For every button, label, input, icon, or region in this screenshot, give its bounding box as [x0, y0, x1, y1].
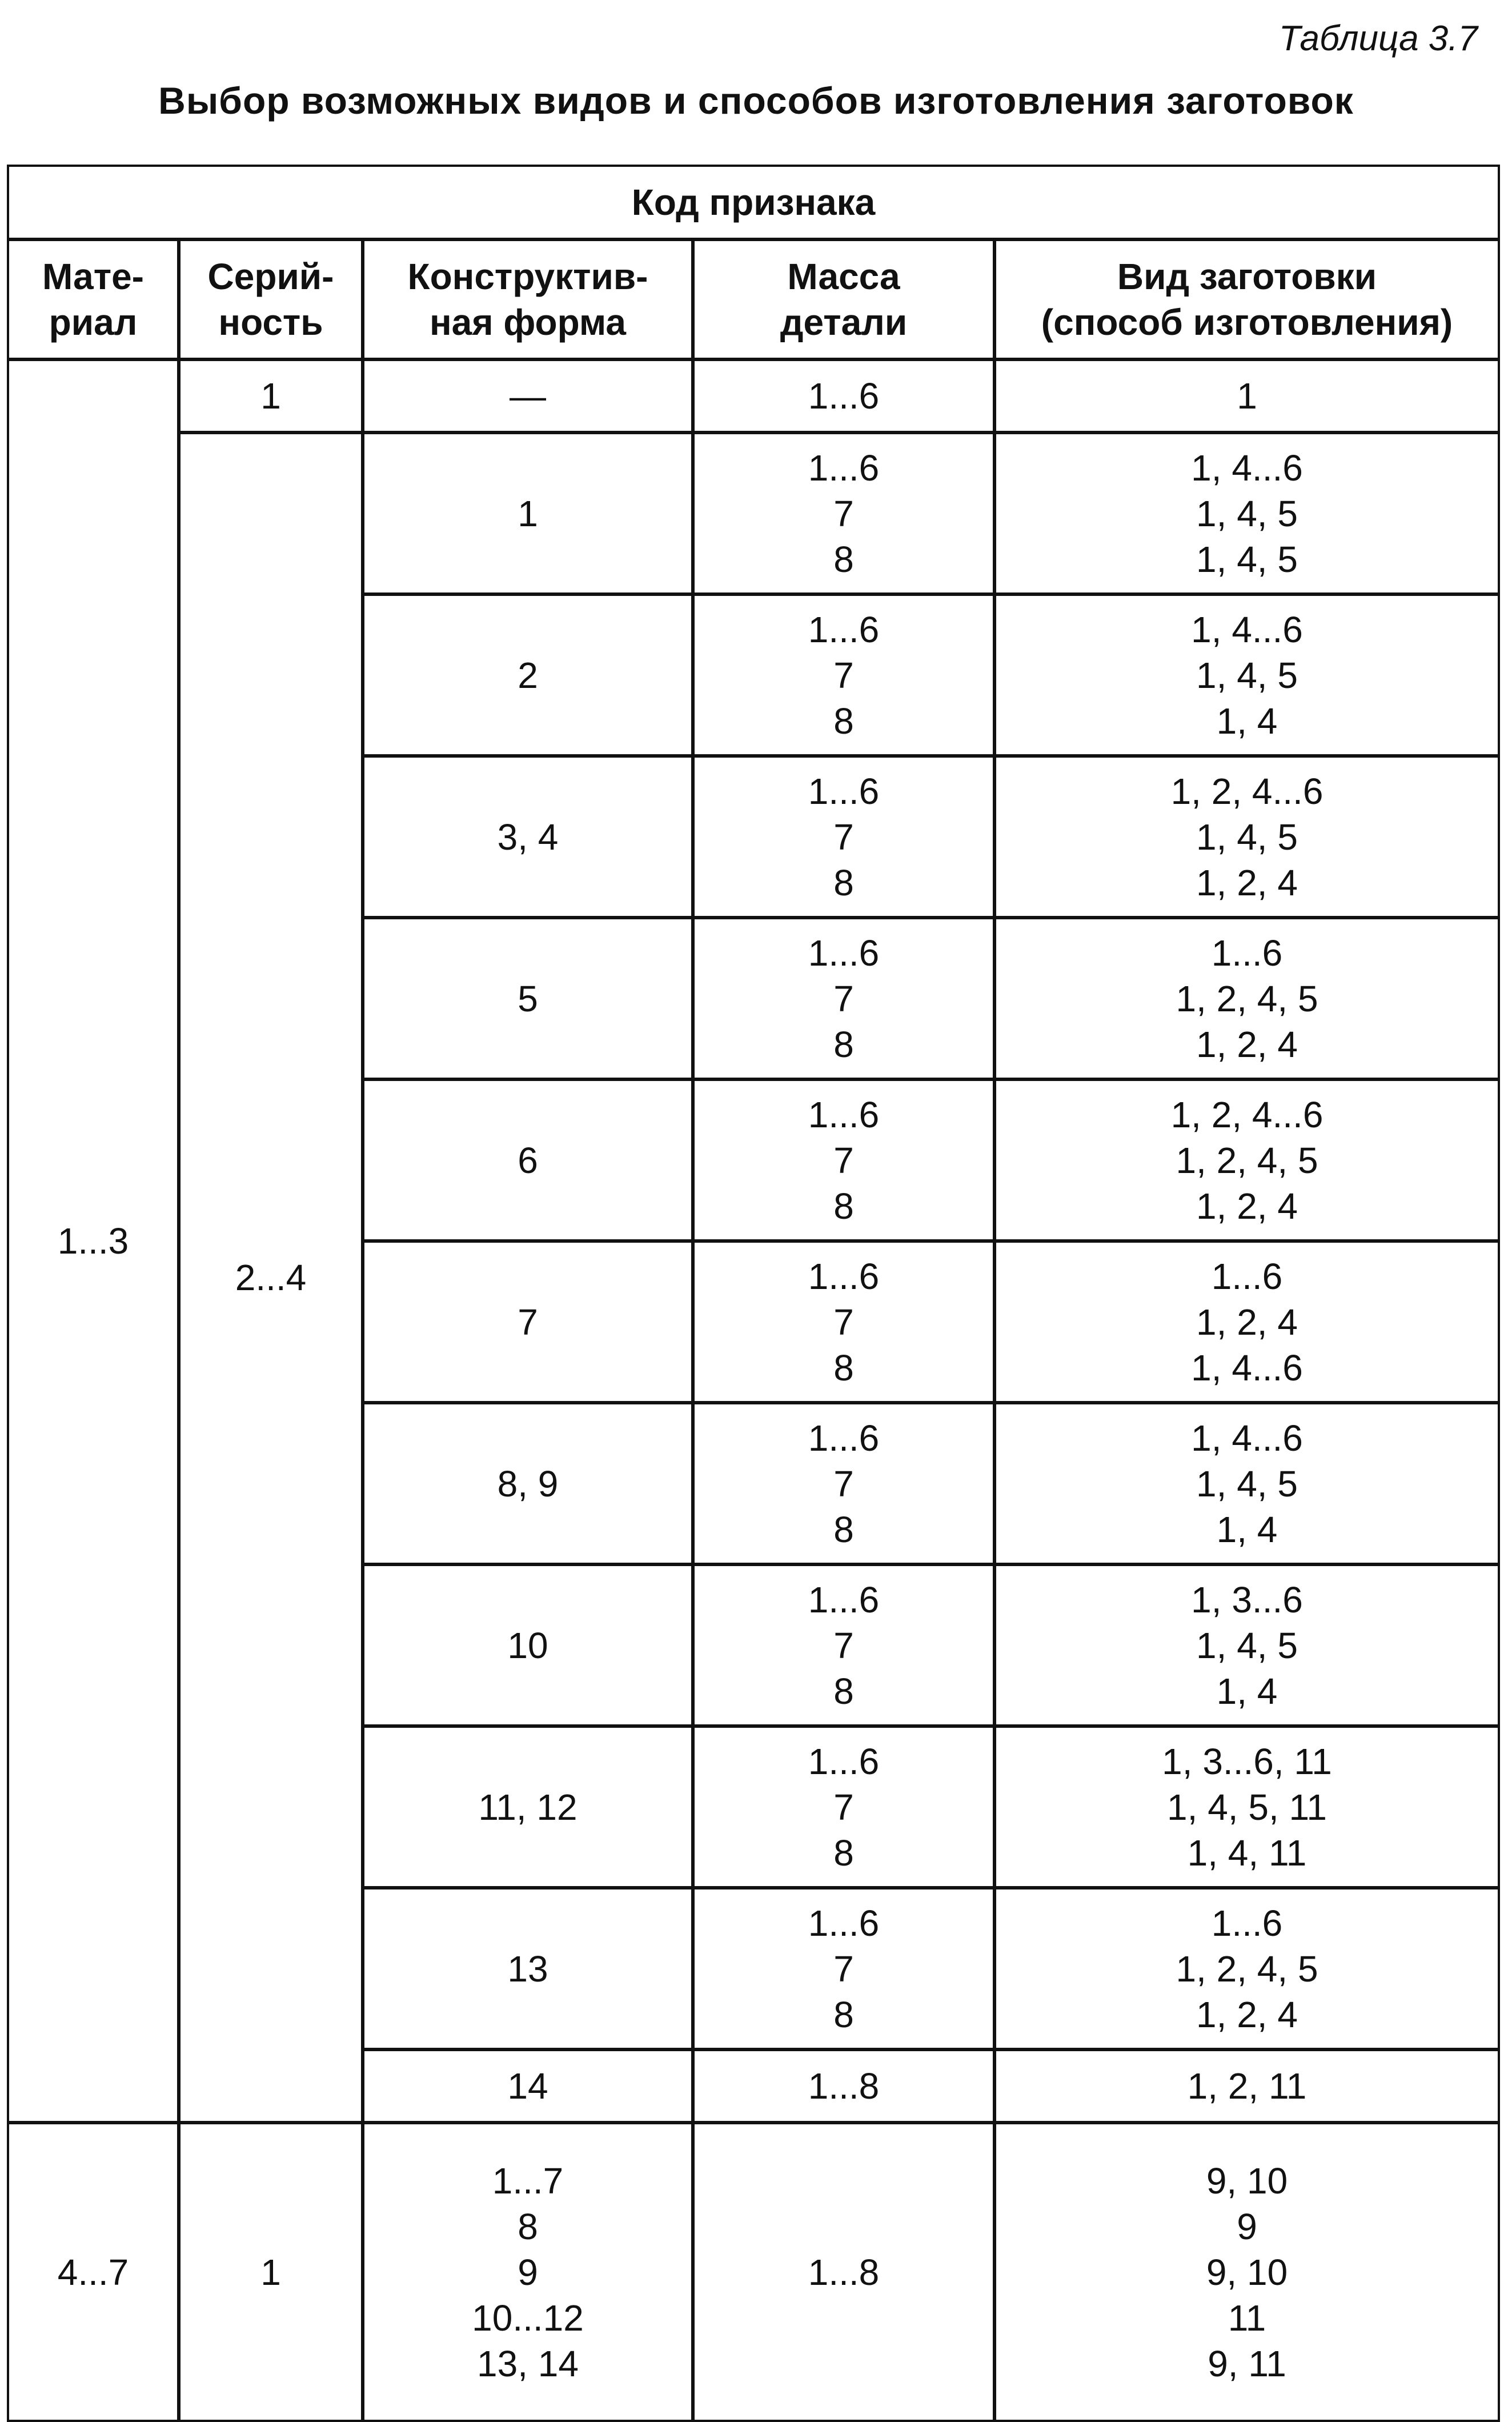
- mass-cell-line: 1...6: [808, 1902, 880, 1944]
- column-header: [178, 239, 363, 360]
- form-cell: [362, 755, 693, 918]
- column-header: [994, 239, 1500, 360]
- form-cell: [362, 2122, 693, 2422]
- blank-type-cell-line: 1, 4, 5: [1196, 1624, 1298, 1666]
- blank-type-cell-line: 1...6: [1211, 1255, 1283, 1297]
- blank-type-cell-line: 1, 2, 4, 5: [1176, 978, 1318, 1019]
- blank-type-cell-line: 1, 2, 4: [1196, 862, 1298, 903]
- form-cell-line: 9: [518, 2251, 538, 2293]
- header-group-label: Код признака: [631, 182, 876, 223]
- blank-type-cell: [994, 1402, 1500, 1565]
- form-cell: [362, 1240, 693, 1403]
- column-header-line: ность: [218, 302, 323, 343]
- blank-type-cell-line: 1, 3...6: [1191, 1579, 1303, 1620]
- series-cell: [178, 432, 363, 2123]
- column-header-line: Масса: [787, 256, 900, 297]
- column-header-line: Серий-: [207, 256, 334, 297]
- table-title: Выбор возможных видов и способов изготовления заготовок: [158, 79, 1354, 122]
- form-cell-line: 3, 4: [497, 816, 559, 858]
- blank-type-cell-line: 1, 4...6: [1191, 447, 1303, 489]
- mass-cell-line: 8: [833, 1832, 854, 1873]
- mass-cell-line: 8: [833, 1023, 854, 1065]
- blank-type-cell: [994, 917, 1500, 1080]
- table-number: Таблица 3.7: [1279, 19, 1478, 58]
- blank-type-cell-line: 1, 4, 5: [1196, 1463, 1298, 1504]
- blank-type-cell-line: 1, 2, 4...6: [1170, 1094, 1323, 1135]
- mass-cell-line: 8: [833, 1347, 854, 1388]
- blank-type-cell-line: 1, 4: [1216, 700, 1278, 742]
- mass-cell: [692, 1079, 995, 1242]
- column-header-line: Вид заготовки: [1117, 256, 1377, 297]
- mass-cell-line: 7: [833, 493, 854, 534]
- mass-cell: [692, 2049, 995, 2123]
- form-cell: [362, 594, 693, 756]
- mass-cell-line: 7: [833, 1786, 854, 1828]
- mass-cell-line: 7: [833, 1139, 854, 1181]
- blank-type-cell-line: 1...6: [1211, 1902, 1283, 1944]
- blank-type-cell-line: 1, 4, 5, 11: [1167, 1786, 1327, 1828]
- series-cell: [178, 2122, 363, 2422]
- form-cell-line: 8, 9: [497, 1463, 559, 1504]
- form-cell-line: 13, 14: [477, 2343, 579, 2384]
- form-cell-line: 13: [507, 1948, 548, 1989]
- blank-type-cell-line: 1, 3...6, 11: [1162, 1740, 1332, 1782]
- mass-cell-line: 7: [833, 1624, 854, 1666]
- blank-type-cell: [994, 1564, 1500, 1727]
- mass-cell: [692, 1240, 995, 1403]
- mass-cell: [692, 917, 995, 1080]
- mass-cell-line: 1...8: [808, 2251, 880, 2293]
- mass-cell: [692, 1726, 995, 1888]
- mass-cell-line: 1...6: [808, 770, 880, 812]
- form-cell-line: 10: [507, 1624, 548, 1666]
- column-header-line: ная форма: [430, 302, 626, 343]
- form-cell: [362, 359, 693, 433]
- form-cell-line: 7: [518, 1301, 538, 1343]
- blank-type-cell-line: 1, 4, 5: [1196, 538, 1298, 580]
- blank-type-cell: [994, 432, 1500, 595]
- blank-type-cell: [994, 1240, 1500, 1403]
- blank-type-cell-line: 11: [1228, 2297, 1266, 2339]
- form-cell: [362, 1564, 693, 1727]
- series-cell-line: 2...4: [235, 1257, 307, 1298]
- form-cell-line: —: [510, 375, 546, 417]
- mass-cell-line: 1...6: [808, 375, 880, 417]
- blank-type-cell-line: 1, 2, 4, 5: [1176, 1139, 1318, 1181]
- blank-type-cell-line: 9, 10: [1206, 2160, 1288, 2201]
- mass-cell-line: 8: [833, 538, 854, 580]
- mass-cell-line: 1...6: [808, 1255, 880, 1297]
- mass-cell-line: 1...6: [808, 932, 880, 974]
- mass-cell: [692, 1402, 995, 1565]
- mass-cell-line: 7: [833, 1463, 854, 1504]
- blank-type-cell-line: 1: [1237, 375, 1257, 417]
- blank-type-cell-line: 1, 2, 4...6: [1170, 770, 1323, 812]
- mass-cell: [692, 1564, 995, 1727]
- blank-type-cell: [994, 1726, 1500, 1888]
- mass-cell-line: 1...6: [808, 608, 880, 650]
- mass-cell-line: 7: [833, 1948, 854, 1989]
- series-cell-line: 1: [260, 375, 281, 417]
- data-table: [8, 166, 1500, 2405]
- mass-cell-line: 1...6: [808, 447, 880, 489]
- column-header: [362, 239, 693, 360]
- blank-type-cell-line: 9, 10: [1206, 2251, 1288, 2293]
- column-header-line: (способ изготовления): [1041, 302, 1453, 343]
- mass-cell-line: 7: [833, 978, 854, 1019]
- form-cell-line: 14: [507, 2065, 548, 2107]
- mass-cell-line: 7: [833, 816, 854, 858]
- form-cell: [362, 432, 693, 595]
- mass-cell: [692, 359, 995, 433]
- mass-cell-line: 1...6: [808, 1417, 880, 1459]
- mass-cell-line: 8: [833, 862, 854, 903]
- blank-type-cell-line: 9, 11: [1208, 2343, 1286, 2384]
- mass-cell-line: 8: [833, 1508, 854, 1550]
- blank-type-cell-line: 1, 4: [1216, 1508, 1278, 1550]
- mass-cell: [692, 594, 995, 756]
- series-cell: [178, 359, 363, 433]
- material-cell: [7, 359, 179, 2123]
- blank-type-cell-line: 1, 4...6: [1191, 608, 1303, 650]
- column-header-line: Конструктив-: [407, 256, 648, 297]
- form-cell-line: 1...7: [492, 2160, 564, 2201]
- blank-type-cell-line: 1, 2, 4: [1196, 1023, 1298, 1065]
- header-group-cell: [7, 165, 1500, 240]
- form-cell-line: 2: [518, 654, 538, 696]
- blank-type-cell-line: 1...6: [1211, 932, 1283, 974]
- mass-cell-line: 8: [833, 1993, 854, 2035]
- mass-cell-line: 1...6: [808, 1579, 880, 1620]
- blank-type-cell-line: 9: [1237, 2205, 1257, 2247]
- blank-type-cell: [994, 1079, 1500, 1242]
- form-cell-line: 5: [518, 978, 538, 1019]
- mass-cell: [692, 755, 995, 918]
- blank-type-cell-line: 1, 2, 4: [1196, 1993, 1298, 2035]
- column-header-line: детали: [780, 302, 908, 343]
- form-cell-line: 8: [518, 2205, 538, 2247]
- blank-type-cell: [994, 2049, 1500, 2123]
- blank-type-cell-line: 1, 2, 4: [1196, 1185, 1298, 1227]
- blank-type-cell-line: 1, 2, 4: [1196, 1301, 1298, 1343]
- mass-cell-line: 7: [833, 654, 854, 696]
- blank-type-cell: [994, 359, 1500, 433]
- blank-type-cell: [994, 594, 1500, 756]
- blank-type-cell-line: 1, 4...6: [1191, 1417, 1303, 1459]
- mass-cell-line: 1...6: [808, 1740, 880, 1782]
- form-cell-line: 6: [518, 1139, 538, 1181]
- column-header-line: риал: [49, 302, 138, 343]
- mass-cell: [692, 2122, 995, 2422]
- material-cell-line: 1...3: [57, 1220, 129, 1262]
- material-cell: [7, 2122, 179, 2422]
- mass-cell: [692, 1887, 995, 2050]
- blank-type-cell-line: 1, 4, 5: [1196, 654, 1298, 696]
- blank-type-cell-line: 1, 4...6: [1191, 1347, 1303, 1388]
- blank-type-cell: [994, 755, 1500, 918]
- column-header: [7, 239, 179, 360]
- form-cell-line: 10...12: [472, 2297, 584, 2339]
- blank-type-cell-line: 1, 4: [1216, 1670, 1278, 1712]
- column-header: [692, 239, 995, 360]
- form-cell: [362, 1726, 693, 1888]
- mass-cell-line: 8: [833, 1185, 854, 1227]
- material-cell-line: 4...7: [57, 2251, 129, 2293]
- form-cell: [362, 1887, 693, 2050]
- mass-cell-line: 1...8: [808, 2065, 880, 2107]
- blank-type-cell: [994, 1887, 1500, 2050]
- blank-type-cell: [994, 2122, 1500, 2422]
- form-cell: [362, 1402, 693, 1565]
- blank-type-cell-line: 1, 4, 11: [1187, 1832, 1307, 1873]
- form-cell: [362, 1079, 693, 1242]
- series-cell-line: 1: [260, 2251, 281, 2293]
- mass-cell-line: 8: [833, 700, 854, 742]
- form-cell-line: 11, 12: [478, 1786, 577, 1828]
- mass-cell-line: 7: [833, 1301, 854, 1343]
- form-cell: [362, 2049, 693, 2123]
- mass-cell-line: 1...6: [808, 1094, 880, 1135]
- mass-cell-line: 8: [833, 1670, 854, 1712]
- blank-type-cell-line: 1, 2, 4, 5: [1176, 1948, 1318, 1989]
- blank-type-cell-line: 1, 4, 5: [1196, 816, 1298, 858]
- column-header-line: Мате-: [42, 256, 144, 297]
- form-cell-line: 1: [518, 493, 538, 534]
- mass-cell: [692, 432, 995, 595]
- blank-type-cell-line: 1, 4, 5: [1196, 493, 1298, 534]
- blank-type-cell-line: 1, 2, 11: [1187, 2065, 1307, 2107]
- form-cell: [362, 917, 693, 1080]
